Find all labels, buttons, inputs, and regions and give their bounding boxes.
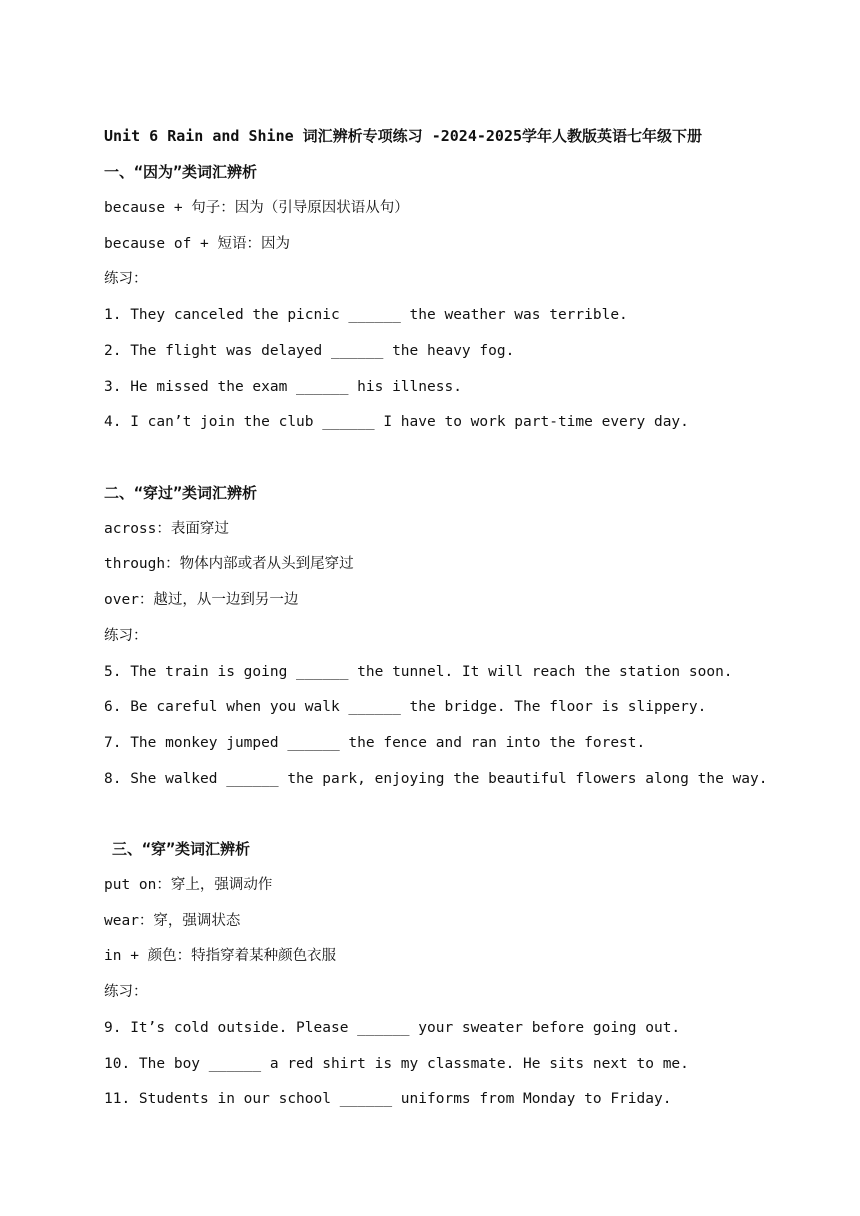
rule-line: because of + 短语：因为	[104, 236, 290, 252]
practice-label: 练习：	[104, 628, 148, 644]
section-heading-wear: 三、“穿”类词汇辨析	[112, 840, 251, 858]
exercise-item: 7. The monkey jumped ______ the fence and ran into the forest.	[104, 735, 646, 751]
practice-label: 练习：	[104, 271, 148, 287]
practice-label: 练习：	[104, 984, 148, 1000]
exercise-item: 5. The train is going ______ the tunnel. It will reach the station soon.	[104, 664, 733, 680]
rule-line: through：物体内部或者从头到尾穿过	[104, 556, 354, 572]
rule-line: wear：穿，强调状态	[104, 913, 241, 929]
exercise-item: 2. The flight was delayed ______ the heavy fog.	[104, 343, 515, 359]
rule-line: over：越过，从一边到另一边	[104, 592, 299, 608]
section-heading-because: 一、“因为”类词汇辨析	[104, 163, 258, 181]
exercise-item: 4. I can’t join the club ______ I have to work part-time every day.	[104, 414, 689, 430]
rule-line: in + 颜色：特指穿着某种颜色衣服	[104, 948, 337, 964]
exercise-item: 8. She walked ______ the park, enjoying the beautiful flowers along the way.	[104, 771, 768, 787]
exercise-item: 6. Be careful when you walk ______ the bridge. The floor is slippery.	[104, 699, 707, 715]
document-title: Unit 6 Rain and Shine 词汇辨析专项练习 -2024-2025学年人教版英语七年级下册	[104, 127, 703, 145]
rule-line: because + 句子：因为（引导原因状语从句）	[104, 200, 409, 216]
exercise-item: 1. They canceled the picnic ______ the weather was terrible.	[104, 307, 628, 323]
section-heading-through: 二、“穿过”类词汇辨析	[104, 484, 258, 502]
exercise-item: 11. Students in our school ______ uniforms from Monday to Friday.	[104, 1091, 672, 1107]
exercise-item: 9. It’s cold outside. Please ______ your sweater before going out.	[104, 1020, 681, 1036]
exercise-item: 3. He missed the exam ______ his illness.	[104, 379, 462, 395]
exercise-item: 10. The boy ______ a red shirt is my classmate. He sits next to me.	[104, 1056, 689, 1072]
rule-line: put on：穿上，强调动作	[104, 877, 273, 893]
rule-line: across：表面穿过	[104, 521, 229, 537]
